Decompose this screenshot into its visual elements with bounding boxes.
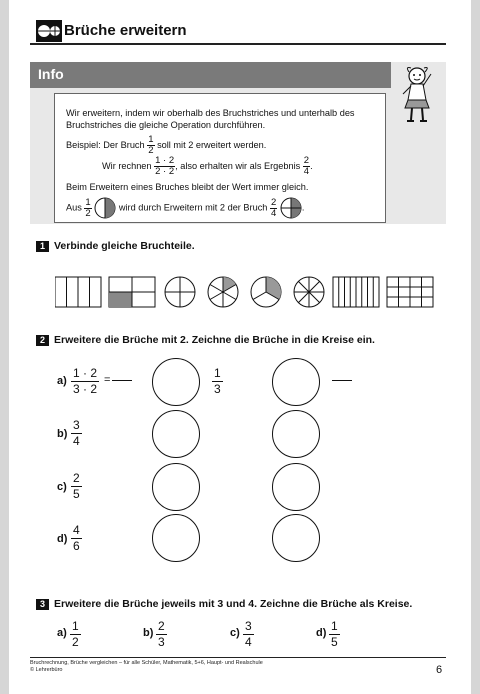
shape-circle-4[interactable] (165, 277, 195, 307)
task2-heading (36, 334, 375, 346)
title-rule (30, 43, 446, 45)
footer-text (30, 660, 263, 674)
answer-circle-c2[interactable] (272, 463, 320, 511)
info-text-box (54, 93, 386, 223)
answer-line-a2[interactable] (332, 380, 352, 381)
task2-d-fraction: 4 6 (73, 523, 80, 553)
task3-title: Erweitere die Brüche jeweils mit 3 und 4. Zeichne die Brüche als Kreise. (54, 598, 413, 610)
task3-b-label: b) (143, 627, 154, 639)
half-circle-icon (94, 197, 116, 219)
shape-circle-8[interactable] (294, 277, 324, 307)
task1-title: Verbinde gleiche Bruchteile. (54, 240, 195, 252)
period: . (310, 160, 313, 171)
task2-a2-fraction: 1 3 (214, 366, 221, 396)
aus-line: Aus $\frac{1}{2}$ wird durch Erweitern mit 2 der Bruch $\frac{2}{4}$ . (66, 196, 305, 219)
answer-circle-d2[interactable] (272, 514, 320, 562)
example-fraction: $\frac{1}{2}$ (148, 134, 154, 156)
calc-fraction: $\frac{1 \cdot 2}{2 \cdot 2}$ (155, 155, 175, 177)
task2-title: Erweitere die Brüche mit 2. Zeichne die Brüche in die Kreise ein. (54, 334, 375, 346)
task1-shapes (55, 275, 435, 311)
task1-heading (36, 240, 195, 252)
answer-circle-a2[interactable] (272, 358, 320, 406)
example-label: Beispiel: Der Bruch (66, 139, 145, 150)
fraction-circles-icon (36, 20, 62, 42)
calc-label: Wir rechnen (102, 160, 152, 171)
task2-c-label: c) (57, 481, 67, 493)
shape-rect-4cols[interactable] (55, 277, 101, 307)
equals-sign: = (104, 374, 111, 386)
info-intro-line2: Bruchstriches die gleiche Operation durchführen. (66, 120, 266, 130)
shape-circle-6[interactable] (208, 277, 238, 307)
task2-a-fraction: 1 · 2 3 · 2 (73, 366, 98, 396)
task3-d-fraction: 1 5 (331, 619, 338, 649)
shape-rect-4x3[interactable] (387, 277, 433, 307)
footer-line1: Bruchrechnung, Brüche vergleichen – für alle Schüler, Mathematik, 5+6, Haupt- und Realschule (30, 660, 263, 666)
aus-label: Aus (66, 202, 82, 213)
task3-b-fraction: 2 3 (158, 619, 165, 649)
aus-fraction: $\frac{1}{2}$ (85, 196, 91, 219)
task2-a-label: a) (57, 375, 67, 387)
aus-result-fraction: $\frac{2}{4}$ (270, 196, 277, 219)
task3-number: 3 (36, 599, 49, 610)
answer-circle-a[interactable] (152, 358, 200, 406)
info-header-bar (30, 62, 391, 88)
task3-c-fraction: 3 4 (245, 619, 252, 649)
aus-text: wird durch Erweitern mit 2 der Bruch (118, 202, 268, 213)
example-text: soll mit 2 erweitert werden. (157, 139, 267, 150)
answer-circle-b2[interactable] (272, 410, 320, 458)
page-number: 6 (436, 664, 443, 676)
task3-heading (36, 598, 412, 610)
task2-b-fraction: 3 4 (73, 418, 80, 448)
task2-d-label: d) (57, 533, 68, 545)
task3-a-label: a) (57, 627, 67, 639)
answer-circle-c1[interactable] (152, 463, 200, 511)
info-title: Info (38, 66, 64, 82)
answer-line[interactable] (112, 380, 132, 381)
girl-illustration (395, 64, 441, 124)
task3-a-fraction: 1 2 (72, 619, 79, 649)
footer-line2: © Lehrerbüro (30, 667, 63, 673)
task3-c-label: c) (230, 627, 240, 639)
footer-rule (30, 657, 446, 658)
answer-circle-d1[interactable] (152, 514, 200, 562)
task2-b-label: b) (57, 428, 68, 440)
calc-text: , also erhalten wir als Ergebnis (175, 160, 301, 171)
answer-circle-b1[interactable] (152, 410, 200, 458)
calc-line (102, 156, 313, 177)
shape-circle-3[interactable] (251, 277, 281, 307)
task2-number: 2 (36, 335, 49, 346)
task3-d-label: d) (316, 627, 327, 639)
task2-c-fraction: 2 5 (73, 471, 80, 501)
info-intro-line1: Wir erweitern, indem wir oberhalb des Bruchstriches und unterhalb des (66, 108, 355, 118)
value-line: Beim Erweitern eines Bruches bleibt der Wert immer gleich. (66, 182, 309, 192)
result-fraction: $\frac{2}{4}$ (303, 155, 310, 177)
task1-number: 1 (36, 241, 49, 252)
shape-rect-2x2[interactable] (109, 277, 155, 307)
quarter-circle-icon (280, 197, 302, 219)
page-title: Brüche erweitern (64, 22, 187, 39)
shape-rect-8cols[interactable] (333, 277, 379, 307)
example-line (66, 135, 266, 156)
